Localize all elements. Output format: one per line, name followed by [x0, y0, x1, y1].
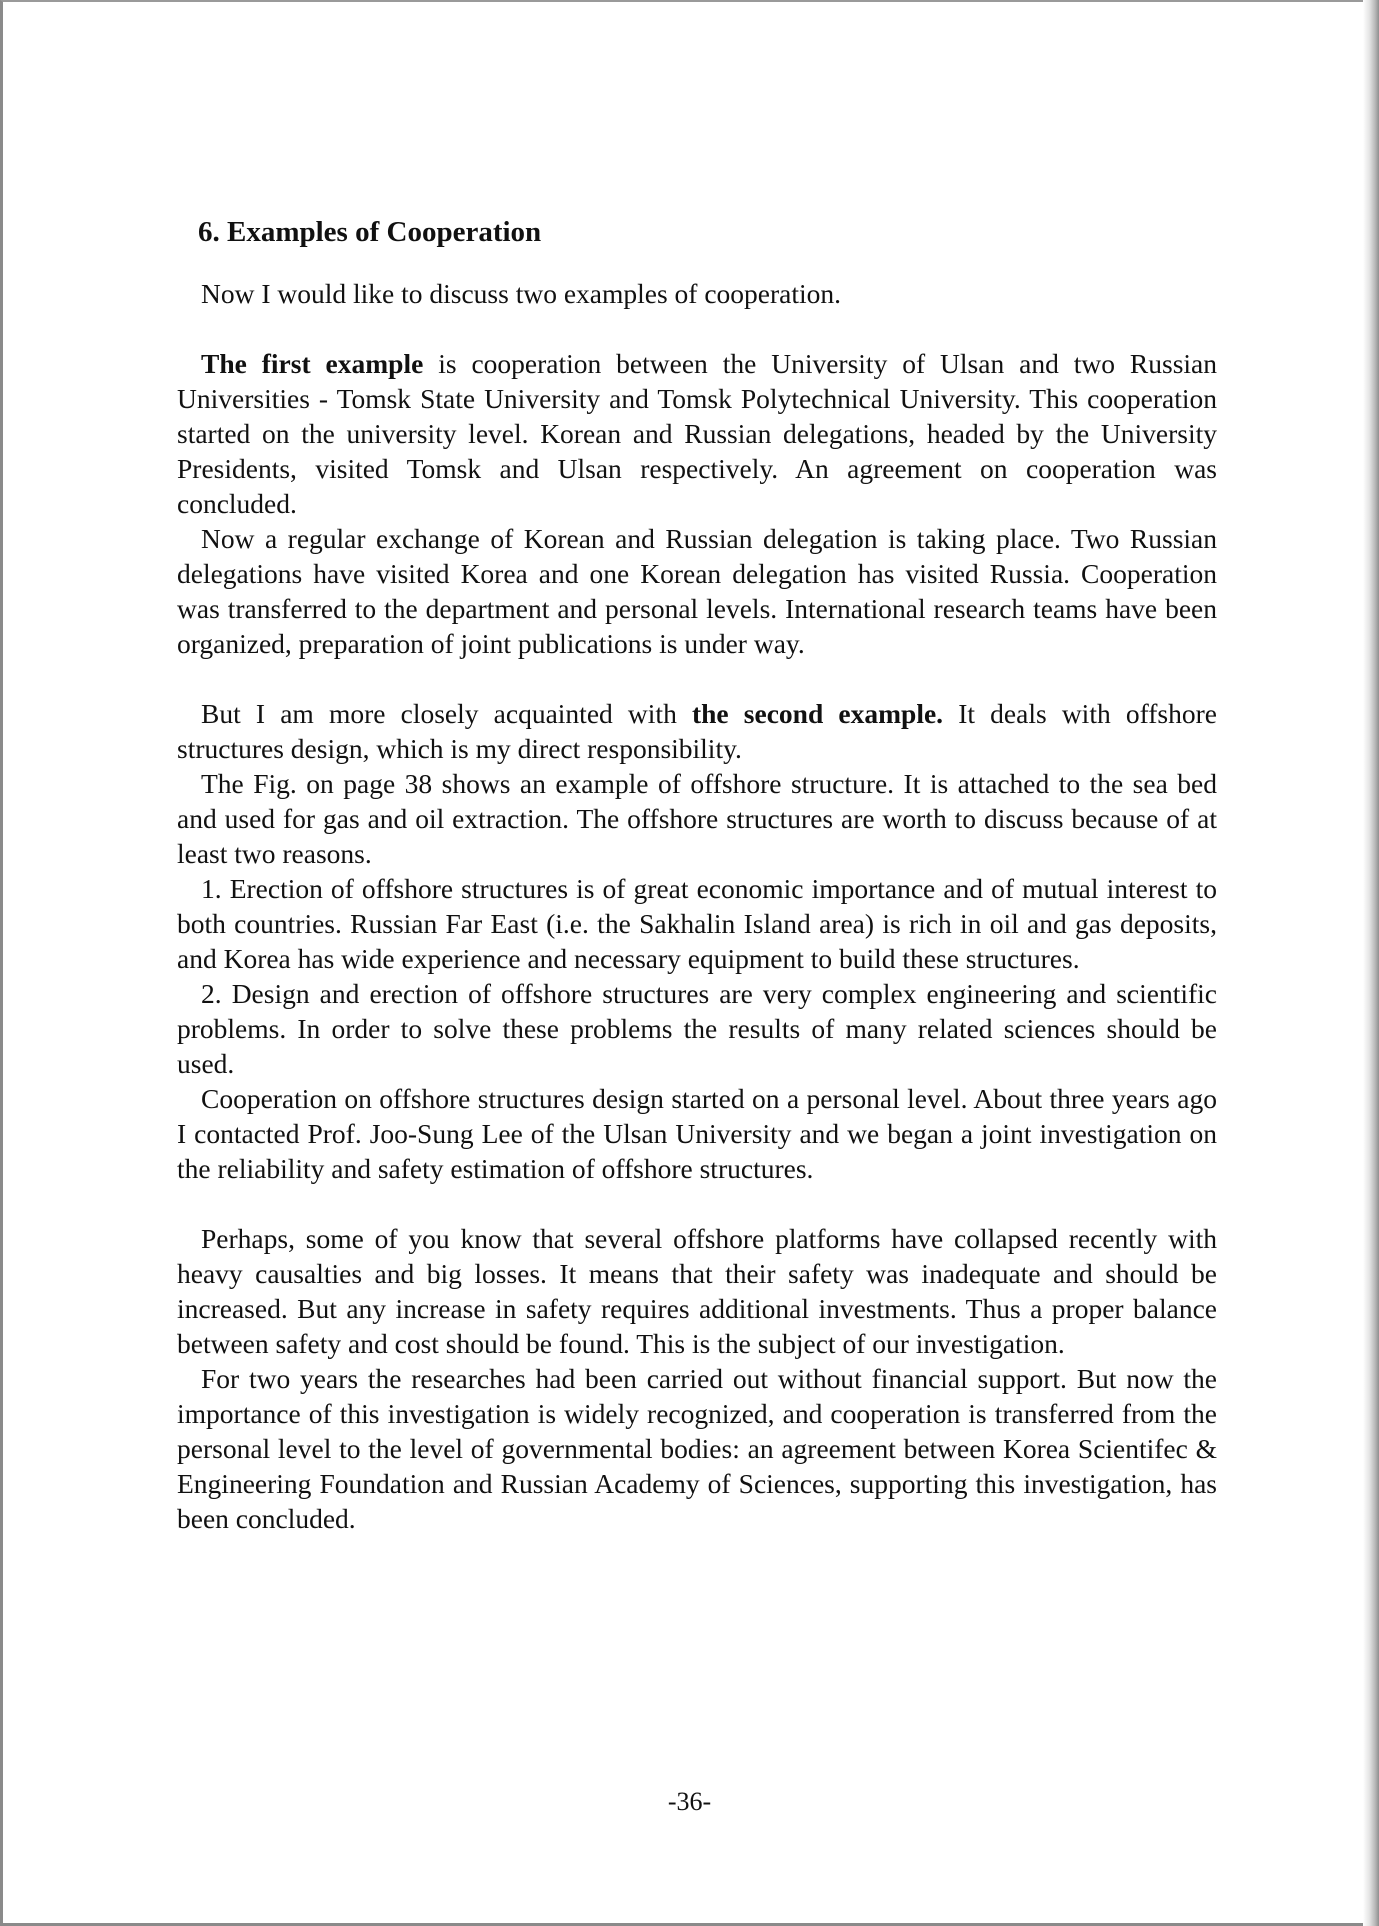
first-example-text: is cooperation between the University of Ulsan and two Russian Universities - Tomsk State University and Tomsk Polytechnical University. This cooperation started on the university level. Korean and Russian delegations, headed by the University Presidents, visited Tomsk and Ulsan respectively. An agreement on cooperation was concluded. — [177, 348, 1217, 519]
second-example-post: It deals with offshore structures design, which is my direct responsibility. — [177, 698, 1217, 764]
page-content — [177, 214, 1217, 1536]
paragraph-figure-reference: The Fig. on page 38 shows an example of offshore structure. It is attached to the sea bed and used for gas and oil extraction. The offshore structures are worth to discuss because of at least two reasons. — [177, 768, 1217, 869]
paragraph-reason-2: 2. Design and erection of offshore structures are very complex engineering and scientific problems. In order to solve these problems the results of many related sciences should be used. — [177, 978, 1217, 1079]
section-heading: 6. Examples of Cooperation — [198, 216, 542, 248]
second-example-pre: But I am more closely acquainted with — [201, 698, 692, 729]
paragraph-platforms-collapse: Perhaps, some of you know that several offshore platforms have collapsed recently with heavy causalties and big losses. It means that their safety was inadequate and should be increased. But any increase in safety requires additional investments. Thus a proper balance between safety and cost should be found. This is the subject of our investigation. — [177, 1223, 1217, 1359]
paragraph-first-example — [177, 346, 1217, 521]
paragraph-reason-1: 1. Erection of offshore structures is of great economic importance and of mutual interest to both countries. Russian Far East (i.e. the Sakhalin Island area) is rich in oil and gas deposits, and Korea has wide experience and necessary equipment to build these structures. — [177, 873, 1217, 974]
page-edge-shadow — [1363, 0, 1379, 1926]
first-example-label: The first example — [201, 348, 424, 379]
paragraph-intro: Now I would like to discuss two examples of cooperation. — [201, 278, 842, 309]
second-example-label: the second example. — [691, 698, 944, 729]
paragraph-exchange: Now a regular exchange of Korean and Russian delegation is taking place. Two Russian delegations have visited Korea and one Korean delegation has visited Russia. Cooperation was transferred to the department and personal levels. International research teams have been organized, preparation of joint publications is under way. — [177, 523, 1217, 659]
paragraph-funding: For two years the researches had been carried out without financial support. But now the importance of this investigation is widely recognized, and cooperation is transferred from the personal level to the level of governmental bodies: an agreement between Korea Scientifec & Engineering Foundation and Russian Academy of Sciences, supporting this investigation, has been concluded. — [177, 1363, 1217, 1534]
paragraph-second-example — [177, 696, 1217, 766]
page-number: -36- — [667, 1787, 712, 1816]
paragraph-personal-cooperation: Cooperation on offshore structures design started on a personal level. About three years ago I contacted Prof. Joo-Sung Lee of the Ulsan University and we began a joint investigation on the reliability and safety estimation of offshore structures. — [177, 1083, 1217, 1184]
